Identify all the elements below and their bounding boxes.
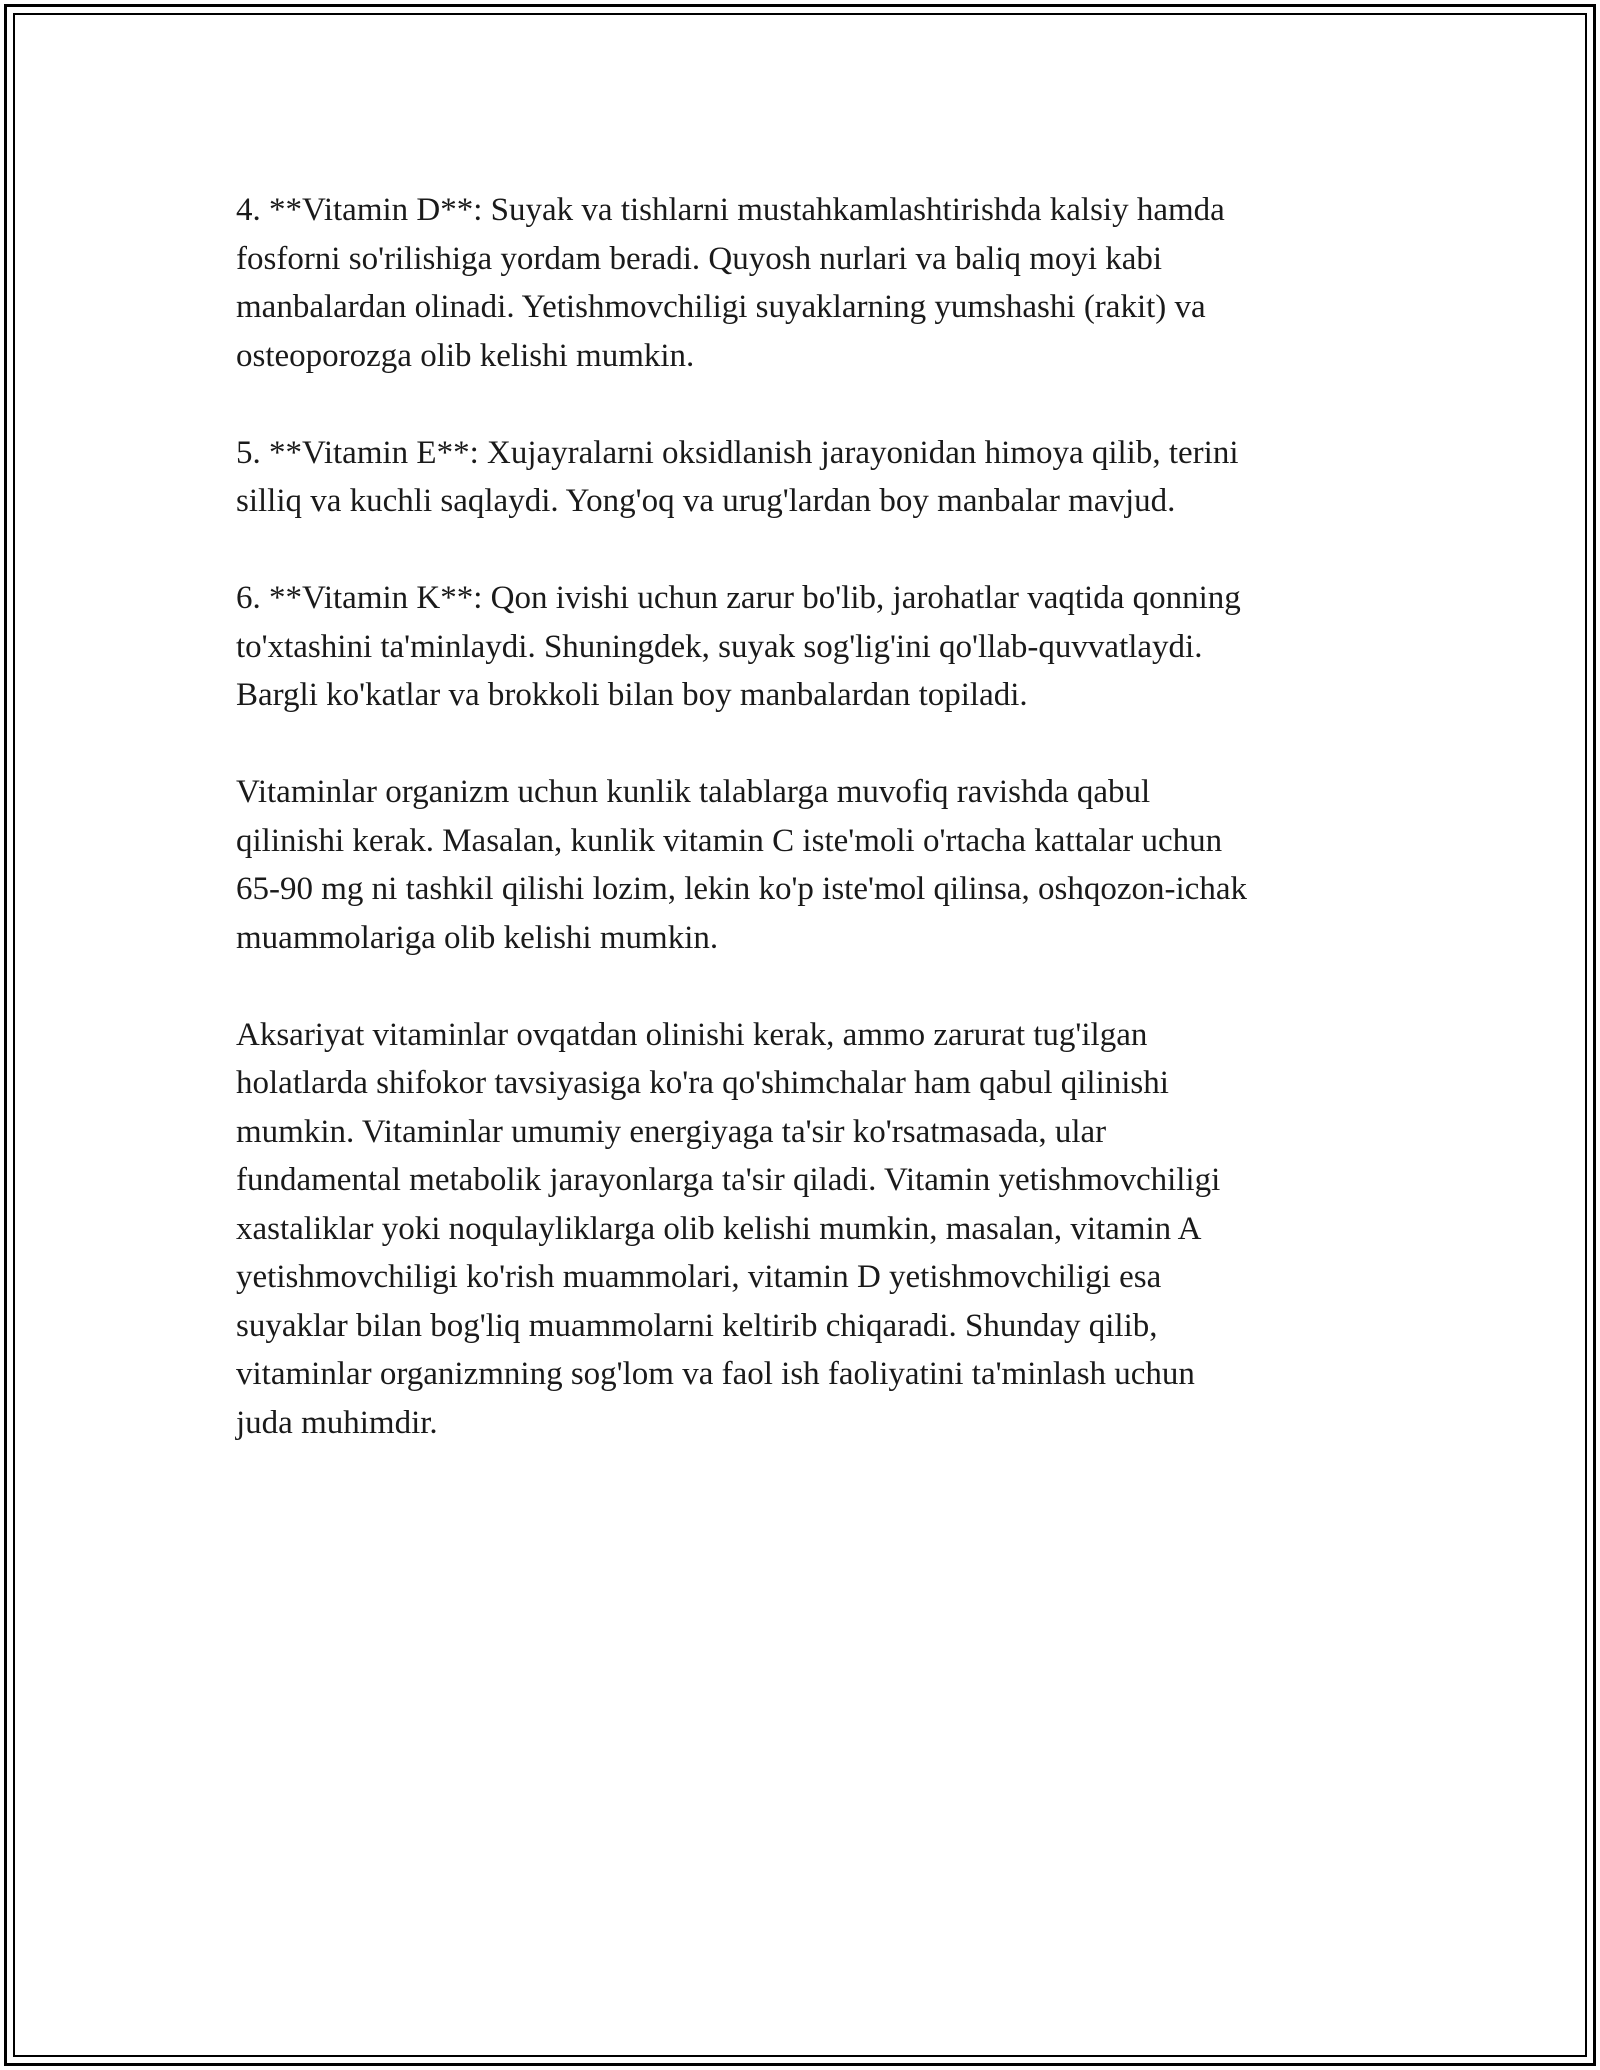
paragraph-conclusion: Aksariyat vitaminlar ovqatdan olinishi kerak, ammo zarurat tug'ilgan holatlarda shifokor tavsiyasiga ko'ra qo'shimchalar ham qabul qilinishi mumkin. Vitaminlar umumiy energiyaga ta'sir ko'rsatmasada, ular fundamental metabolik jarayonlarga ta'sir qiladi. Vitamin yetishmovchiligi xastaliklar yoki noqulayliklarga olib kelishi mumkin, masalan, vitamin A yetishmovchiligi ko'rish muammolari, vitamin D yetishmovchiligi esa suyaklar bilan bog'liq muammolarni keltirib chiqaradi. Shunday qilib, vitaminlar organizmning sog'lom va faol ish faoliyatini ta'minlash uchun juda muhimdir. — [236, 1016, 1221, 1441]
paragraph-vitamin-d: 4. **Vitamin D**: Suyak va tishlarni mustahkamlashtirishda kalsiy hamda fosforni so'rilishiga yordam beradi. Quyosh nurlari va baliq moyi kabi manbalardan olinadi. Yetishmovchiligi suyaklarning yumshashi (rakit) va osteoporozga olib kelishi mumkin. — [236, 192, 1225, 374]
paragraph-daily-intake: Vitaminlar organizm uchun kunlik talablarga muvofiq ravishda qabul qilinishi kerak. Masalan, kunlik vitamin C iste'moli o'rtacha kattalar uchun 65-90 mg ni tashkil qilishi lozim, lekin ko'p iste'mol qilinsa, oshqozon-ichak muammolariga olib kelishi mumkin. — [236, 774, 1247, 956]
document-body — [236, 186, 1366, 1496]
paragraph-vitamin-e: 5. **Vitamin E**: Xujayralarni oksidlanish jarayonidan himoya qilib, terini silliq va kuchli saqlaydi. Yong'oq va urug'lardan boy manbalar mavjud. — [236, 434, 1239, 519]
paragraph-vitamin-k: 6. **Vitamin K**: Qon ivishi uchun zarur bo'lib, jarohatlar vaqtida qonning to'xtashini ta'minlaydi. Shuningdek, suyak sog'lig'ini qo'llab-quvvatlaydi. Bargli ko'katlar va brokkoli bilan boy manbalardan topiladi. — [236, 580, 1241, 713]
